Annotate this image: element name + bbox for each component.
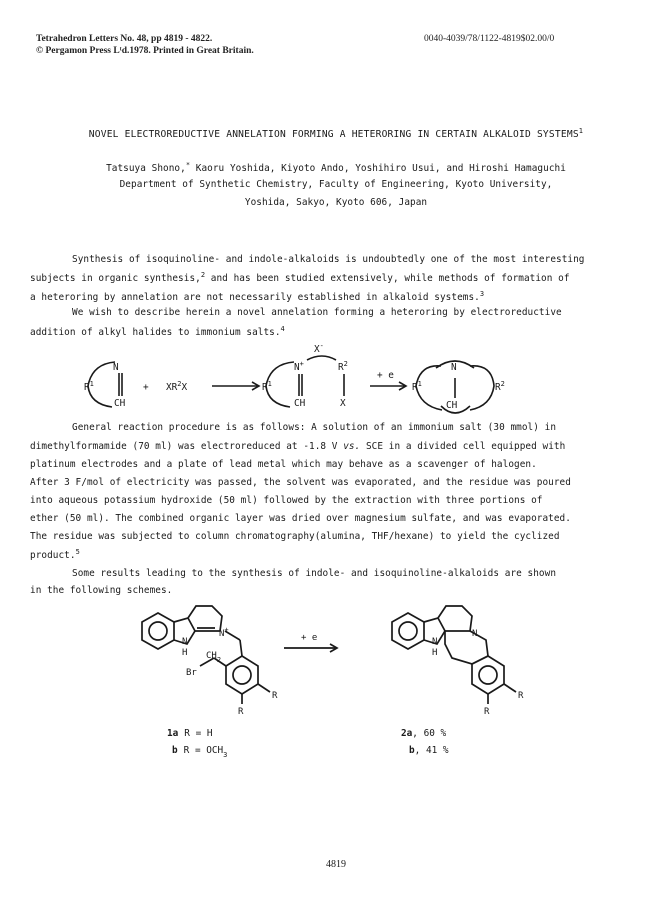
affiliation-line-2: Yoshida, Sakyo, Kyoto 606, Japan [244,197,428,208]
journal-citation: Tetrahedron Letters No. 48, pp 4819 - 4822. [36,34,213,44]
s1-ch-product: CH [446,400,458,411]
corresponding-star: * [185,161,191,169]
para1-l3: a heteroring by annelation are not necessarily established in alkaloid systems. [30,292,480,304]
s2-sm-ch2: $CH_2$ [206,651,222,664]
page-number: 4819 [326,859,346,870]
s2-p-h: H [432,648,438,658]
p-benzene-ring [392,613,424,649]
para3-l2a: dimethylformamide (70 ml) was electroreduced at -1.8 V [30,441,344,452]
para3-line-5: into aqueous potassium hydroxide (50 ml) followed by the extraction with three portions of [30,495,543,506]
para3-l8: product. [30,550,76,562]
sm-ch2-aryl [240,640,242,656]
p-aryl-ring [472,656,504,694]
para2-line-2 [30,325,285,338]
s1-n-plus: N+ [294,360,304,373]
label-1a: 1a R = H [167,728,213,739]
para3-l2b: SCE in a divided cell equipped with [360,441,566,452]
para1-l2a: subjects in organic synthesis, [30,273,201,285]
s2-sm-n-indole: N [182,637,188,647]
ref-3: 3 [479,290,485,298]
paper-title [0,127,672,140]
title-text: NOVEL ELECTROREDUCTIVE ANNELATION FORMING A HETERORING IN CERTAIN ALKALOID SYSTEMS [88,129,579,141]
s1-n-1: N [113,362,119,373]
p-benzene-circle [399,622,417,640]
title-footnote-ref: 1 [578,127,584,135]
para3-line-6: ether (50 ml). The combined organic layer was dried over magnesium sulfate, and was evaporated. [30,513,571,524]
para4-line-2: in the following schemes. [30,585,173,596]
para3-line-1: General reaction procedure is as follows: A solution of an immonium salt (30 mmol) in [72,422,557,433]
article-code: 0040-4039/78/1122-4819$02.00/0 [424,34,555,44]
para3-line-8 [30,548,80,561]
s2-sm-br: Br [186,668,197,678]
sm-aryl-ring [226,656,258,694]
annelation-scheme [0,340,672,420]
s2-p-r2: R [484,707,490,717]
authors-lead: Tatsuya Shono, [106,163,186,175]
para1-l2b: and has been studied extensively, while methods of formation of [205,273,570,285]
s1-ch-1: CH [114,398,126,409]
para1-line-2 [30,271,570,284]
affiliation-line-1: Department of Synthetic Chemistry, Faculty of Engineering, Kyoto University, [119,179,553,190]
s1-r1-product: $R^1$ [412,380,422,393]
alkaloid-scheme [0,600,672,780]
publisher-line: © Pergamon Press Lᵗd.1978. Printed in Great Britain. [36,46,254,56]
para3-line-3: platinum electrodes and a plate of lead metal which may behave as a scavenger of halogen. [30,459,537,470]
para3-line-7: The residue was subjected to column chromatography(alumina, THF/hexane) to yield the cyclized [30,531,560,542]
sm-aryl-circle [233,666,251,684]
ref-2: 2 [200,271,206,279]
s1-ch-2: CH [294,398,306,409]
s2-p-n: N [472,629,478,639]
s1-plus: + [143,382,149,393]
s1-r2-product: $R^2$ [495,380,505,393]
para3-line-4: After 3 F/mol of electricity was passed, the solvent was evaporated, and the residue was poured [30,477,571,488]
s2-sm-n-plus: N+ [219,626,229,639]
p-aryl-circle [479,666,497,684]
para1-line-1: Synthesis of isoquinoline- and indole-alkaloids is undoubtedly one of the most interesting [72,254,585,265]
label-1b: b $R = OCH_3$ [172,745,228,759]
s2-sm-h: H [182,648,188,658]
label-2b: b, 41 % [409,745,449,756]
s1-electron: + e [377,370,394,381]
para2-l2: addition of alkyl halides to immonium salts. [30,327,281,339]
s1-r1-2: $R^1$ [262,380,272,393]
para4-line-1: Some results leading to the synthesis of indole- and isoquinoline-alkaloids are shown [72,568,557,579]
sm-benzene-circle [149,622,167,640]
n-r2-bond [307,356,336,360]
s1-alkyl-halide: $XR^2X$ [166,380,188,393]
authors-rest: Kaoru Yoshida, Kiyoto Ando, Yoshihiro Usui, and Hiroshi Hamaguchi [190,163,566,175]
ref-5: 5 [75,548,80,556]
s2-electron: + e [301,633,318,643]
sm-benzene-ring [142,613,174,649]
s1-r1-1: $R^1$ [84,380,94,393]
s2-sm-r2: R [238,707,244,717]
product-bracket-right [470,366,494,410]
p-aryl-r1 [504,684,516,692]
s1-counterion: X- [314,342,324,355]
s1-x: X [340,398,346,409]
s2-p-n-indole: N [432,637,438,647]
para3-line-2 [30,441,565,452]
para1-line-3 [30,290,484,303]
sm-aryl-r1 [258,684,270,692]
s2-p-r1: R [518,691,524,701]
para3-vs: vs. [343,441,361,452]
s1-n-product: N [451,362,457,373]
s1-r2-2: $R^2$ [338,360,348,373]
s2-sm-r1: R [272,691,278,701]
ref-4: 4 [280,325,285,333]
para2-line-1: We wish to describe herein a novel annelation forming a heteroring by electroreductive [72,307,562,318]
label-2a: 2a, 60 % [401,728,447,739]
author-list [0,161,672,174]
